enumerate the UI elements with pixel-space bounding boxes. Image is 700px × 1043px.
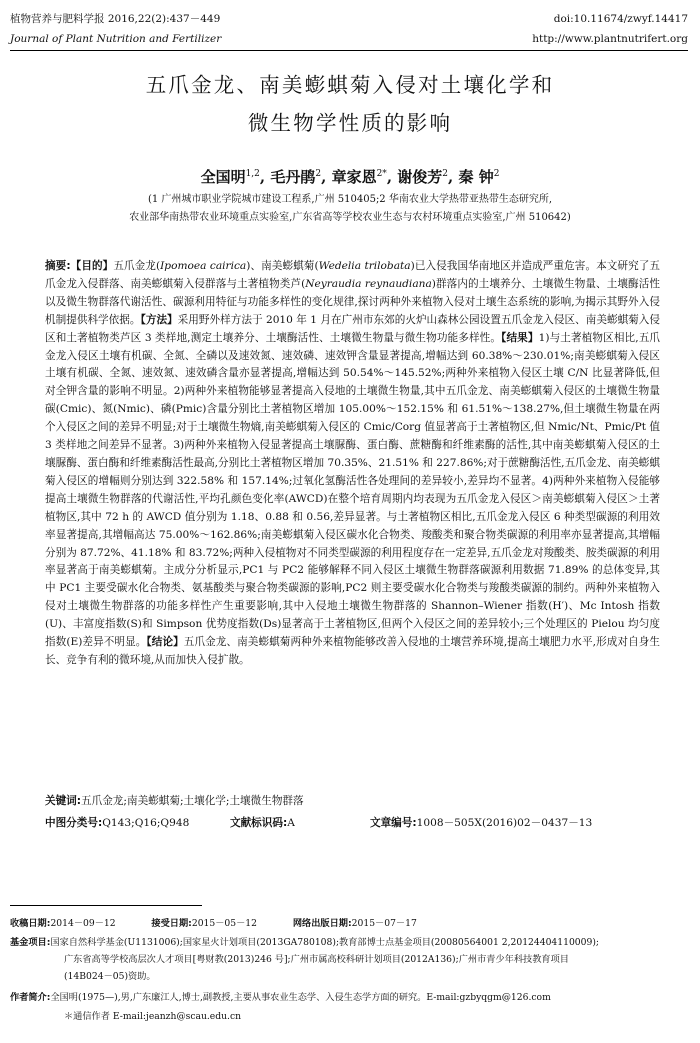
conclusion-text: 五爪金龙、南美蟛蜞菊两种外来植物能够改善入侵地的土壤营养环境,提高土壤肥力水平,形成对自身生长、竞争有利的微环境,从而加快入侵扩散。: [45, 636, 660, 666]
received-label: 收稿日期:: [10, 918, 51, 929]
affiliation-line-1: (1 广州城市职业学院城市建设工程系,广州 510405;2 华南农业大学热带亚热带生态研究所,: [147, 194, 553, 205]
author-bio-text: 全国明(1975—),男,广东廉江人,博士,副教授,主要从事农业生态学、入侵生态学方面的研究。E-mail:gzbyqgm@126.com: [50, 992, 551, 1003]
species-name: Wedelia trilobata: [318, 260, 411, 272]
doc-code: A: [287, 817, 295, 829]
clc-code: Q143;Q16;Q948: [102, 817, 190, 829]
conclusion-label: 【结论】: [146, 636, 184, 649]
fund-line-1: [10, 935, 690, 951]
accepted-label: 接受日期:: [151, 918, 192, 929]
doi: doi:10.11674/zwyf.14417: [553, 13, 688, 25]
abstract-text: )已入侵我国华南地区并造成严重危害。本文研究了五爪金龙入侵群落、南美蟛蜞菊入侵群落与土著植物类芦(: [45, 260, 661, 290]
methods-text: 采用野外样方法于 2010 年 1 月在广州市东郊的火炉山森林公园设置五爪金龙入侵区、南美蟛蜞菊入侵区和土著植物类芦区 3 类样地,测定土壤养分、土壤酶活性、土壤微生物量与微生物功能多样性。: [45, 313, 661, 344]
author-affil-mark: 2: [442, 169, 449, 179]
article-no-label: 文章编号:: [370, 817, 417, 829]
abstract-text: )、南美蟛蜞菊(: [246, 260, 319, 272]
clc-label: 中图分类号:: [45, 817, 103, 829]
results-label: 【结果】: [501, 331, 539, 344]
author-name: 毛丹鹃: [270, 168, 316, 186]
affiliation-line-2: 农业部华南热带农业环境重点实验室,广东省高等学校农业生态与农村环境重点实验室,广州 510642): [129, 212, 571, 223]
author-name: 谢俊芳: [397, 168, 443, 186]
doc-code-label: 文献标识码:: [230, 817, 288, 829]
journal-url: http://www.plantnutrifert.org: [532, 33, 688, 45]
header-rule: [10, 50, 688, 51]
corresponding-email: ＊通信作者 E-mail:jeanzh@scau.edu.cn: [64, 1011, 242, 1022]
title-line-1: 五爪金龙、南美蟛蜞菊入侵对土壤化学和: [145, 73, 555, 97]
objective-label: 【目的】: [70, 260, 114, 272]
accepted-date: 2015－05－12: [191, 918, 257, 929]
author-affil-mark: 2*: [376, 169, 387, 179]
online-date: 2015－07－17: [351, 918, 417, 929]
title-line-2: 微生物学性质的影响: [247, 111, 453, 135]
online-label: 网络出版日期:: [292, 918, 352, 929]
author-bio-label: 作者简介:: [10, 992, 51, 1003]
abstract-text: )群落内的土壤养分、土壤微生物量、土壤酶活性以及微生物群落代谢活性、碳源利用特征与功能多样性的变化规律,探讨两种外来植物入侵对土壤生态系统的影响,为揭示其野外入侵机制提供科学依据。: [45, 277, 660, 326]
journal-name-en: Journal of Plant Nutrition and Fertilizer: [10, 33, 222, 45]
abstract: [45, 258, 660, 670]
author-affil-mark: 2: [315, 169, 322, 179]
fund-line-3: (14B024－05)资助。: [64, 971, 156, 982]
received-date: 2014－09－12: [50, 918, 116, 929]
fund-line-2: 广东省高等学校高层次人才项目[粤财教(2013)246 号];广州市属高校科研计划项目(2012A136);广州市青少年科技教育项目: [64, 954, 569, 965]
journal-citation-cn: 植物营养与肥料学报 2016,22(2):437－449: [10, 13, 221, 25]
footnote-rule: [10, 905, 202, 906]
fund-text: 国家自然科学基金(U1131006);国家星火计划项目(2013GA780108);教育部博士点基金项目(20080564001 2,20124404110009);: [50, 937, 600, 948]
author-list: 全国明$^{1,2}$, 毛丹鹃$^2$, 章家恩$^{2*}$, 谢俊芳$^2$, 秦 钟$^2$: [200, 168, 500, 186]
date-line: [10, 916, 690, 932]
abstract-text: 五爪金龙(: [113, 260, 161, 272]
keywords: [45, 793, 660, 808]
methods-label: 【方法】: [140, 313, 178, 326]
fund-label: 基金项目:: [10, 937, 51, 948]
keywords-text: 五爪金龙;南美蟛蜞菊;土壤化学;土壤微生物群落: [81, 795, 304, 807]
author-name: 全国明: [200, 168, 246, 186]
species-name: Ipomoea cairica: [160, 260, 247, 272]
author-affil-mark: 1,2: [245, 169, 260, 179]
article-no: 1008－505X(2016)02－0437－13: [416, 817, 593, 829]
keywords-label: 关键词:: [45, 795, 82, 807]
species-name: Neyraudia reynaudiana: [305, 277, 432, 290]
abstract-label: 摘要:: [45, 260, 71, 272]
author-affil-mark: 2: [493, 169, 500, 179]
author-name: 章家恩: [331, 168, 377, 186]
author-bio: [10, 990, 690, 1006]
results-text: 1)与土著植物区相比,五爪金龙入侵区土壤有机碳、全氮、全磷以及速效氮、速效磷、速效钾含量显著提高,增幅达到 60.38%～230.01%;南美蟛蜞菊入侵区土壤有机碳、全氮、速效氮、速效磷含量亦显著提高,增幅达到 50.54%～145.52%;两种外来植物入侵区土壤 C/N 比显著降低,但对全钾含量的影响不明显。2)两种外来植物能够显著提高入侵地的土壤微生物量,其中五爪金龙、南美蟛蜞菊入侵区的土壤微生物量碳(Cmic)、氮(Nmic)、磷(Pmic)含量分别比土著植物区增加 105.00%～152.15% 和 61.51%～138.27%,但土壤微生物量在两个入侵区之间的差异不明显;对于土壤微生物熵,南美蟛蜞菊入侵区的 Cmic/Corg 值显著高于土著植物区,但 Nmic/Nt、Pmic/Pt 值 3 类样地之间差异不显著。3)两种外来植物入侵显著提高土壤脲酶、蛋白酶、蔗糖酶和纤维素酶的活性,其中南美蟛蜞菊入侵区的土壤脲酶、蛋白酶和纤维素酶活性最高,分别比土著植物区增加 70.35%、21.51% 和 227.86%;对于蔗糖酶活性,五爪金龙、南美蟛蜞菊入侵区的增幅则分别达到 322.58% 和 157.14%;过氧化氢酶活性各处理间的差异较小,差异均不显著。4)两种外来植物入侵能够提高土壤微生物群落的代谢活性,平均孔颜色变化率(AWCD)在整个培育周期内均表现为五爪金龙入侵区＞南美蟛蜞菊入侵区＞土著植物区,其中 72 h 的 AWCD 值分别为 1.18、0.88 和 0.56,差异显著。与土著植物区相比,五爪金龙入侵区 6 种类型碳源的利用效率显著提高,其增幅高达 75.00%～162.86%;南美蟛蜞菊入侵区碳水化合物类、羧酸类和聚合物类碳源的利用率亦显著提高,其增幅分别为 87.72%、41.18% 和 83.72%;两种入侵植物对不同类型碳源的利用程度存在一定差异,五爪金龙对羧酸类、胺类碳源的利用率显著高于南美蟛蜞菊。主成分分析显示,PC1 与 PC2 能够解释不同入侵区土壤微生物群落碳源利用数据 71.89% 的总体变异,其中 PC1 主要受碳水化合物类、氨基酸类与聚合物类碳源的影响,PC2 则主要受碳水化合物类与羧酸类碳源的制约。两种外来植物入侵对土壤微生物群落的功能多样性产生重要影响,其中入侵地土壤微生物群落的 Shannon–Wiener 指数(H′)、Mc Intosh 指数(U)、丰富度指数(S)和 Simpson 优势度指数(Ds)显著高于土著植物区,但两个入侵区之间的差异较小;三个处理区的 Pielou 均匀度指数(E)差异不明显。: [45, 331, 661, 649]
author-name: 秦 钟: [458, 168, 494, 186]
